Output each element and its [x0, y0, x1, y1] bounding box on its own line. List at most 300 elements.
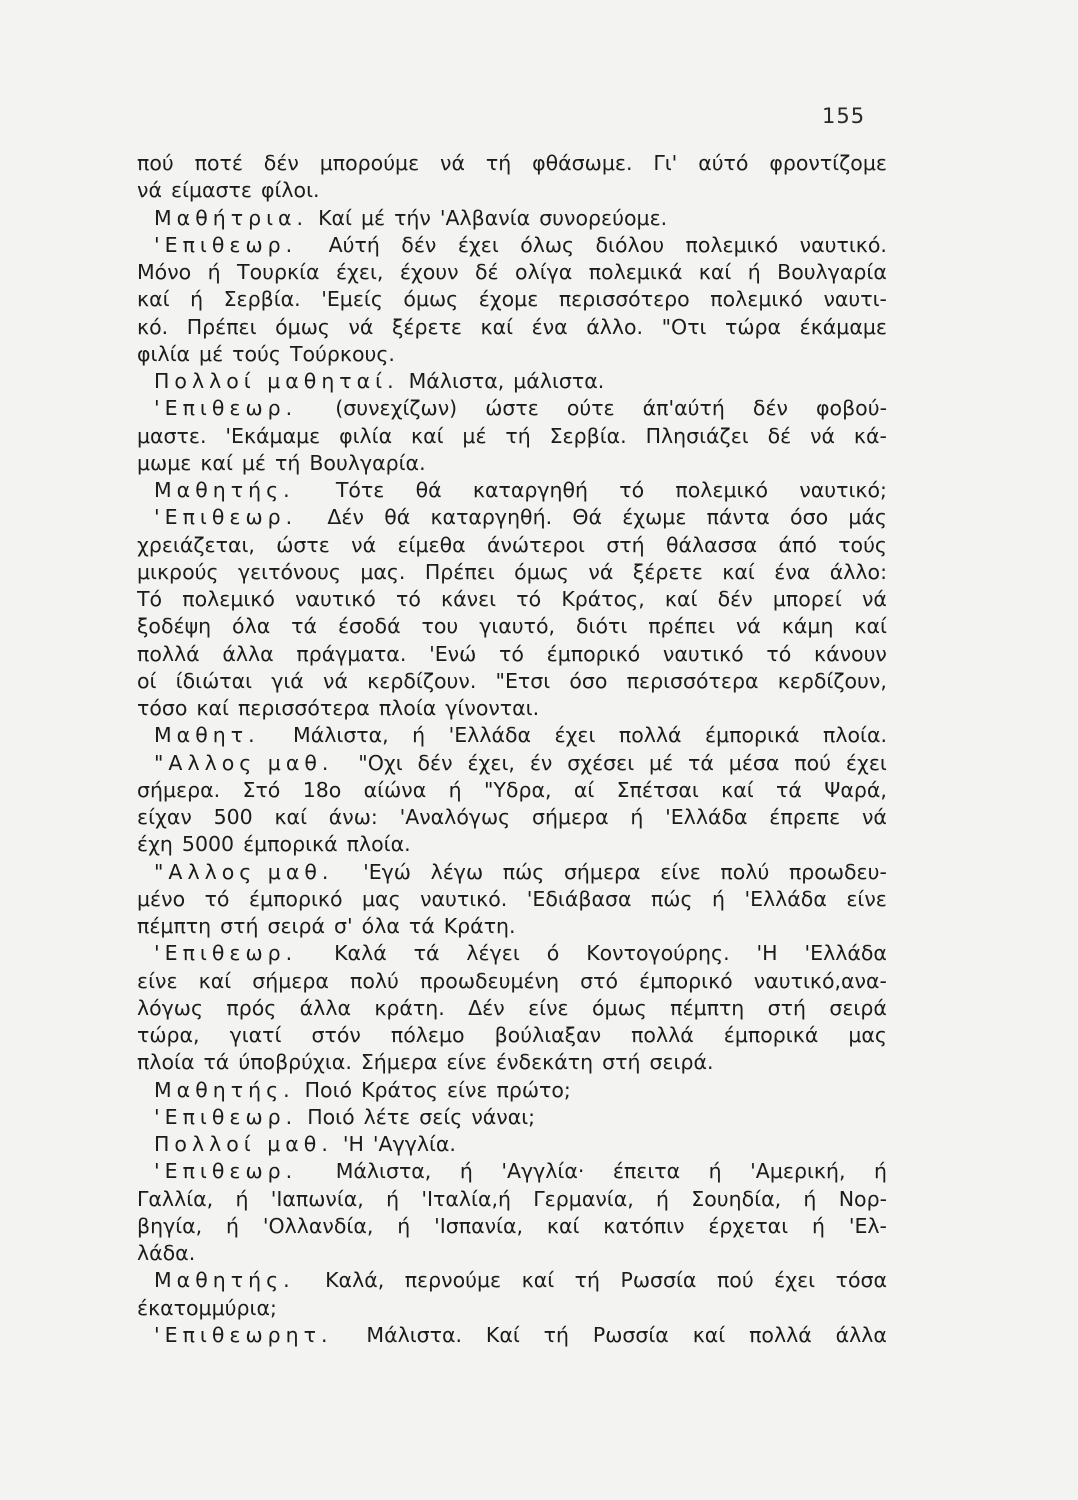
word: μέ — [199, 341, 224, 366]
word: Πρέπει — [186, 314, 257, 339]
word: Κράτος, — [561, 587, 645, 611]
word: οί — [137, 668, 157, 693]
word: τό — [395, 587, 421, 611]
word: νά — [137, 178, 162, 203]
word: έπρεπε — [769, 805, 841, 829]
text-line — [137, 177, 887, 204]
word: ξέρετε — [391, 314, 462, 339]
text-line — [137, 586, 887, 613]
word: τά — [291, 614, 318, 639]
word: 'Ολλανδία, — [262, 1213, 374, 1238]
word: μας — [848, 1023, 887, 1047]
word: έχωμε — [622, 505, 687, 530]
text-line — [137, 968, 887, 995]
word: λόγως — [137, 995, 204, 1020]
word: νά — [351, 532, 377, 557]
word: ή — [190, 287, 204, 312]
word: ποτέ — [194, 151, 243, 175]
word: Μάλιστα, — [293, 723, 389, 748]
text-line — [137, 995, 887, 1022]
word: τώρα, — [137, 1023, 200, 1047]
word: 'Ελλάδα — [744, 886, 827, 911]
word: είνε — [528, 995, 569, 1020]
word: ή — [412, 723, 426, 748]
word: 'Εδιάβασα — [526, 886, 632, 911]
word: πώς — [650, 886, 693, 911]
word: καί — [854, 614, 887, 639]
word: καί — [692, 1322, 726, 1347]
word: 'Αμερική, — [750, 1159, 846, 1184]
word: καί — [137, 287, 170, 312]
word: φοβού- — [816, 396, 887, 421]
text-line — [137, 1104, 887, 1131]
text-line — [137, 722, 887, 749]
word: είνε — [660, 859, 701, 884]
word: όμως — [592, 995, 647, 1020]
word: αί — [573, 777, 595, 802]
word: καί — [721, 777, 754, 802]
word: τά — [408, 914, 435, 938]
word: ή — [630, 805, 644, 829]
word: έχει — [774, 1268, 816, 1293]
word: Μάλιστα, — [408, 369, 505, 393]
word: 'Ελλάδα — [448, 723, 532, 748]
word: ναυτι- — [823, 287, 887, 312]
word: Κοντογούρης. — [586, 941, 730, 966]
word: καί — [196, 696, 229, 720]
word: μικρούς — [137, 559, 219, 584]
word: Πλησιάζει — [645, 423, 749, 448]
word: σχέσει — [567, 750, 635, 775]
word: πλοία — [137, 1050, 195, 1075]
word: τά — [688, 750, 714, 775]
word: λέγει — [466, 941, 520, 966]
word: 'Η — [756, 941, 778, 966]
text-line — [137, 1295, 887, 1322]
word: τή — [485, 151, 512, 175]
word: λάδα. — [137, 1241, 196, 1265]
text-line — [137, 668, 887, 695]
word: είμεθα — [397, 532, 466, 557]
word: σήμερα — [563, 859, 641, 884]
text-line — [137, 1322, 887, 1349]
word: πολύ — [349, 968, 399, 993]
word: έμπορικά — [243, 832, 338, 857]
word: δέν — [263, 151, 299, 175]
word: φιλία — [137, 341, 191, 366]
word: Σερβία. — [549, 423, 627, 448]
word: νά — [735, 614, 761, 639]
word: άνώτεροι — [486, 532, 585, 557]
word: 18ο — [302, 777, 342, 802]
text-line — [137, 1240, 887, 1267]
word: ό — [546, 941, 560, 966]
word: τούς — [838, 532, 887, 557]
word: ναυτικό. — [420, 886, 508, 911]
word: δέ — [767, 423, 792, 448]
word: μέ — [360, 205, 386, 230]
word: 'Ελλάδα — [804, 941, 887, 966]
word: είνε — [446, 1077, 488, 1102]
word: λέγω — [430, 859, 484, 884]
word: έσοδά — [337, 614, 401, 639]
word: κάνουν — [813, 641, 887, 666]
word: 'Εκάμαμε — [225, 423, 321, 448]
word: 'Εμείς — [321, 287, 383, 312]
word: κό. — [137, 314, 169, 339]
word: άλλα — [835, 1322, 887, 1347]
word: προωδευ- — [788, 859, 887, 884]
word: σ' — [334, 914, 353, 938]
word: τή — [543, 1322, 569, 1347]
word: όλα — [361, 914, 400, 938]
word: Κράτη. — [443, 914, 516, 938]
text-line — [137, 804, 887, 831]
word: έκάμαμε — [799, 314, 887, 339]
text-line — [137, 1213, 887, 1240]
word: πόλεμο — [390, 1023, 465, 1047]
word: 'Αγγλία. — [372, 1132, 456, 1156]
word: καί — [698, 260, 732, 284]
word: καί — [200, 450, 233, 475]
word: νά — [810, 423, 836, 448]
word: Πρέπει — [424, 559, 495, 584]
word: έκατομμύρια; — [137, 1295, 277, 1320]
word: πολεμικό — [675, 478, 769, 502]
speaker-label: 'Επιθεωρ. — [154, 941, 298, 966]
word: πέμπτη — [137, 914, 212, 938]
word: τώρα — [725, 314, 782, 339]
speaker-label: Μαθητής. — [154, 1077, 295, 1102]
word: μας — [362, 886, 401, 911]
word: όμως — [514, 559, 569, 584]
word: τήν — [394, 205, 431, 230]
word: έμπορικό — [546, 641, 641, 666]
word: πολλά — [631, 1023, 694, 1047]
word: γιαυτό, — [479, 614, 556, 639]
word: Γι' — [653, 151, 678, 175]
word: ή — [235, 1186, 249, 1211]
word: ολίγα — [515, 260, 573, 284]
word: μέ — [462, 423, 487, 448]
word: στή — [606, 532, 645, 557]
word: σειρά — [829, 995, 887, 1020]
word: αύτό — [698, 151, 749, 175]
word: νά — [588, 559, 614, 584]
word: χρειάζεται, — [137, 532, 255, 557]
word: πέμπτη — [670, 995, 745, 1020]
word: Βουλγαρία — [777, 260, 887, 284]
word: Σπέτσαι — [616, 777, 699, 802]
speaker-label: 'Επιθεωρητ. — [154, 1322, 333, 1347]
word: 'Ελλάδα — [665, 805, 748, 829]
word: νάναι; — [471, 1104, 536, 1129]
word: ένα — [774, 559, 811, 584]
word: 5000 — [181, 832, 235, 857]
word: ούτε — [566, 396, 615, 421]
word: φροντίζομε — [769, 151, 887, 175]
word: σειρά. — [649, 1050, 714, 1075]
word: καί — [521, 1268, 555, 1293]
word: τή — [505, 423, 531, 448]
word: μέ — [241, 450, 267, 475]
word: τό — [499, 641, 524, 666]
word: ξέρετε — [632, 559, 703, 584]
word: σήμερα — [531, 805, 609, 829]
word: έμπορικό — [639, 968, 733, 993]
word: Ρωσσία — [620, 1268, 697, 1293]
word: νά — [348, 314, 374, 339]
word: 'Ελ- — [848, 1213, 887, 1238]
word: του — [421, 614, 459, 639]
word: κάνει — [441, 587, 497, 611]
speaker-label: Πολλοί μαθ. — [154, 1132, 333, 1156]
text-line — [137, 1186, 887, 1213]
word: ή — [873, 1159, 887, 1184]
text-line — [137, 477, 887, 504]
text-line — [137, 750, 887, 777]
word: βηγία, — [137, 1213, 203, 1238]
word: πλοία. — [346, 832, 411, 857]
word: είμαστε — [170, 178, 252, 203]
word: έχη — [137, 832, 173, 857]
word: ίδιώται — [175, 668, 253, 693]
text-line — [137, 232, 887, 259]
word: Σουηδία, — [691, 1186, 782, 1211]
text-line — [137, 777, 887, 804]
word: "Υδρα, — [483, 777, 552, 802]
word: 'Εγώ — [363, 859, 411, 884]
word: τόσο — [137, 696, 188, 720]
word: ή — [459, 1159, 473, 1184]
word: νά — [323, 668, 348, 693]
word: πολλά — [137, 641, 200, 666]
word: Γερμανία, — [533, 1186, 634, 1211]
word: πώς — [502, 859, 545, 884]
word: ή — [656, 1186, 670, 1211]
word: πολεμικό — [685, 232, 779, 257]
word: Καλά — [334, 941, 387, 966]
word: ναυτικό. — [799, 232, 887, 257]
word: Μάλιστα, — [335, 1159, 432, 1184]
word: Καί — [318, 205, 352, 230]
word: ναυτικό,ανα- — [753, 968, 887, 993]
word: θά — [415, 478, 442, 502]
word: σήμερα — [252, 968, 329, 993]
word: μας. — [360, 559, 406, 584]
word: πρώτο; — [496, 1077, 571, 1102]
text-line — [137, 695, 887, 722]
word: τή — [574, 1268, 600, 1293]
text-line — [137, 831, 887, 858]
text-line — [137, 286, 887, 313]
word: ναυτικό — [662, 641, 744, 666]
word: ώστε — [276, 532, 330, 557]
word: φθάσωμε. — [532, 151, 633, 175]
word: ή — [747, 260, 761, 284]
word: Μόνο — [137, 260, 192, 284]
speaker-label: Μαθητής. — [154, 478, 295, 502]
word: καί — [546, 1213, 580, 1238]
word: γιατί — [229, 1023, 282, 1047]
word: τά — [776, 777, 802, 802]
word: είνε — [137, 968, 178, 993]
word: Ρωσσία — [592, 1322, 669, 1347]
text-line — [137, 450, 887, 477]
word: στό — [580, 968, 619, 993]
word: τούς — [232, 341, 281, 366]
word: Δέν — [327, 505, 364, 530]
word: Γαλλία, — [137, 1186, 214, 1211]
text-line — [137, 940, 887, 967]
word: (συνεχίζων) — [335, 396, 458, 421]
word: φιλία — [339, 423, 393, 448]
text-line — [137, 341, 887, 368]
page-number: 155 — [822, 104, 866, 128]
word: γειτόνους — [237, 559, 341, 584]
text-line — [137, 1049, 887, 1076]
word: θά — [384, 505, 411, 530]
word: είνε — [846, 886, 887, 911]
word: λέτε — [363, 1104, 411, 1129]
word: όμως — [275, 314, 330, 339]
word: στή — [602, 1050, 641, 1075]
word: Βουλγαρία. — [309, 450, 426, 475]
word: άλλα — [222, 641, 274, 666]
word: έν — [529, 750, 553, 775]
word: 'Η — [342, 1132, 364, 1156]
text-line — [137, 1267, 887, 1294]
word: στή — [767, 995, 806, 1020]
word: μένο — [137, 886, 186, 911]
text-line — [137, 613, 887, 640]
word: σήμερα. — [137, 777, 221, 802]
word: μαστε. — [137, 423, 207, 448]
word: πολλά — [618, 723, 682, 748]
word: μπορούμε — [319, 151, 420, 175]
word: κράτη. — [374, 995, 445, 1020]
word: Τουρκία — [237, 260, 320, 284]
word: όλα — [232, 614, 271, 639]
word: γιά — [271, 668, 304, 693]
word: αίώνα — [363, 777, 427, 802]
word: πλοία. — [823, 723, 887, 748]
word: τό — [516, 587, 542, 611]
word: πρέπει — [648, 614, 716, 639]
word: 'Αναλόγως — [399, 805, 511, 829]
text-line — [137, 314, 887, 341]
text-line — [137, 504, 887, 531]
text-line — [137, 368, 887, 395]
word: ή — [711, 886, 725, 911]
word: μωμε — [137, 450, 192, 475]
word: έμπορικά — [705, 723, 800, 748]
word: άπό — [778, 532, 817, 557]
word: έχει — [457, 232, 499, 257]
speaker-label: Πολλοί μαθηταί. — [154, 369, 399, 393]
page-text — [137, 150, 887, 1349]
text-line — [137, 1131, 887, 1158]
word: δέν — [401, 232, 437, 257]
word: έχομε — [478, 287, 539, 312]
word: φίλοι. — [260, 178, 320, 203]
word: ώστε — [485, 396, 539, 421]
word: έπειτα — [612, 1159, 681, 1184]
word: καί — [198, 968, 232, 993]
word: πού — [137, 151, 174, 175]
word: τό — [204, 886, 230, 911]
word: κά- — [853, 423, 887, 448]
word: κατόπιν — [603, 1213, 685, 1238]
word: 'Αλβανία — [439, 205, 531, 230]
word: τά — [203, 1050, 230, 1075]
word: μάλιστα. — [513, 369, 605, 393]
word: έχει — [554, 723, 596, 748]
word: άπ'αύτή — [642, 396, 725, 421]
text-line — [137, 559, 887, 586]
word: πού — [716, 1268, 754, 1293]
word: Τό — [137, 587, 163, 611]
word: συνορεύομε. — [539, 205, 668, 230]
word: πρός — [226, 995, 277, 1020]
word: όμως — [403, 287, 459, 312]
word: καί — [411, 423, 444, 448]
word: περισσότερο — [558, 287, 690, 312]
word: καταργηθή. — [430, 505, 553, 530]
word: νά — [861, 587, 887, 611]
word: κερδίζουν, — [777, 668, 887, 693]
word: άλλο. — [586, 314, 644, 339]
word: τό — [619, 478, 645, 502]
word: βούλιαξαν — [494, 1023, 602, 1047]
speaker-label: 'Επιθεωρ. — [154, 1104, 298, 1129]
word: στόν — [311, 1023, 361, 1047]
word: 'Ιταλία,ή — [421, 1186, 511, 1211]
word: δέ — [475, 260, 499, 284]
word: νά — [440, 151, 466, 175]
word: περισσότερα — [237, 696, 370, 720]
word: ένδεκάτη — [496, 1050, 594, 1075]
text-line — [137, 1022, 887, 1049]
word: πλοία — [378, 696, 437, 720]
word: καταργηθή — [472, 478, 589, 502]
word: ναυτικό; — [799, 478, 887, 502]
word: Καί — [485, 1322, 520, 1347]
word: περνούμε — [404, 1268, 502, 1293]
text-line — [137, 150, 887, 177]
word: τά — [413, 941, 440, 966]
word: νά — [861, 805, 887, 829]
word: ξοδέψη — [137, 614, 212, 639]
word: είχαν — [137, 805, 192, 829]
word: Σήμερα — [360, 1050, 438, 1075]
text-line — [137, 886, 887, 913]
text-line — [137, 859, 887, 886]
word: Σερβία. — [223, 287, 301, 312]
word: σειρά — [267, 914, 326, 938]
word: πολλά — [749, 1322, 812, 1347]
word: Τότε — [335, 478, 385, 502]
word: προωδευμένη — [419, 968, 560, 993]
text-line — [137, 1077, 887, 1104]
word: έχει, — [467, 750, 515, 775]
word: ναυτικό — [295, 587, 376, 611]
word: γίνονται. — [445, 696, 540, 720]
word: τή — [275, 450, 301, 475]
word: ή — [811, 1213, 825, 1238]
word: Κράτος — [361, 1077, 438, 1102]
text-line — [137, 395, 887, 422]
